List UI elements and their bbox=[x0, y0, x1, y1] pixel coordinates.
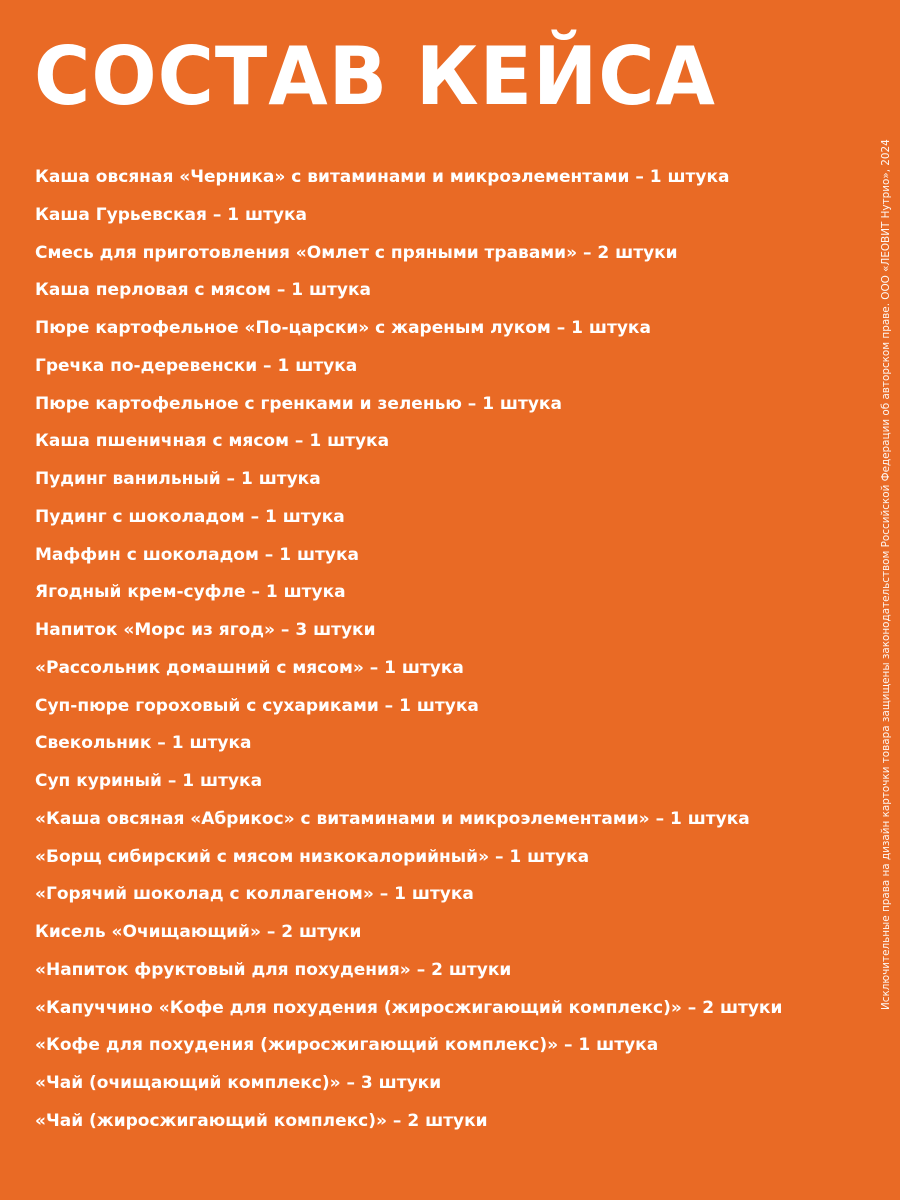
list-item: «Борщ сибирский с мясом низкокалорийный» – 1 штука bbox=[35, 846, 590, 867]
copyright-note: Исключительные права на дизайн карточки товара защищены законодательством Российской Федерации об авторском праве. ООО «ЛЕОВИТ Нутрио», 2024 bbox=[880, 139, 892, 1010]
list-item: «Каша овсяная «Абрикос» с витаминами и микроэлементами» – 1 штука bbox=[35, 808, 750, 829]
list-item: Суп-пюре гороховый с сухариками – 1 штука bbox=[35, 695, 479, 716]
list-item: «Капуччино «Кофе для похудения (жиросжигающий комплекс)» – 2 штуки bbox=[35, 997, 783, 1018]
list-item: Суп куриный – 1 штука bbox=[35, 771, 263, 791]
list-item: Свекольник – 1 штука bbox=[35, 733, 252, 754]
list-item: Смесь для приготовления «Омлет с пряными травами» – 2 штуки bbox=[35, 242, 678, 263]
list-item: Каша овсяная «Черника» с витаминами и микроэлементами – 1 штука bbox=[35, 167, 730, 187]
list-item: Каша Гурьевская – 1 штука bbox=[35, 204, 308, 225]
list-item: Маффин с шоколадом – 1 штука bbox=[35, 544, 359, 565]
list-item: «Горячий шоколад с коллагеном» – 1 штука bbox=[35, 884, 474, 905]
list-item: Пюре картофельное с гренками и зеленью – 1 штука bbox=[35, 393, 562, 414]
list-item: Каша перловая с мясом – 1 штука bbox=[35, 280, 371, 301]
list-item: Каша пшеничная с мясом – 1 штука bbox=[35, 431, 390, 452]
list-item: «Чай (жиросжигающий комплекс)» – 2 штуки bbox=[35, 1110, 488, 1131]
contents-list bbox=[35, 159, 782, 1141]
list-item: Пюре картофельное «По-царски» с жареным луком – 1 штука bbox=[35, 318, 651, 338]
list-item: Пудинг с шоколадом – 1 штука bbox=[35, 506, 345, 527]
page-title: СОСТАВ КЕЙСА bbox=[34, 30, 716, 123]
list-item: Напиток «Морс из ягод» – 3 штуки bbox=[35, 620, 376, 640]
list-item: «Кофе для похудения (жиросжигающий комплекс)» – 1 штука bbox=[35, 1035, 659, 1056]
list-item: Гречка по-деревенски – 1 штука bbox=[35, 355, 358, 376]
list-item: Кисель «Очищающий» – 2 штуки bbox=[35, 922, 362, 942]
list-item: Пудинг ванильный – 1 штука bbox=[35, 469, 321, 489]
list-item: Ягодный крем-суфле – 1 штука bbox=[35, 582, 346, 603]
list-item: «Рассольник домашний с мясом» – 1 штука bbox=[35, 657, 464, 678]
list-item: «Чай (очищающий комплекс)» – 3 штуки bbox=[35, 1073, 442, 1093]
list-item: «Напиток фруктовый для похудения» – 2 штуки bbox=[35, 959, 512, 980]
